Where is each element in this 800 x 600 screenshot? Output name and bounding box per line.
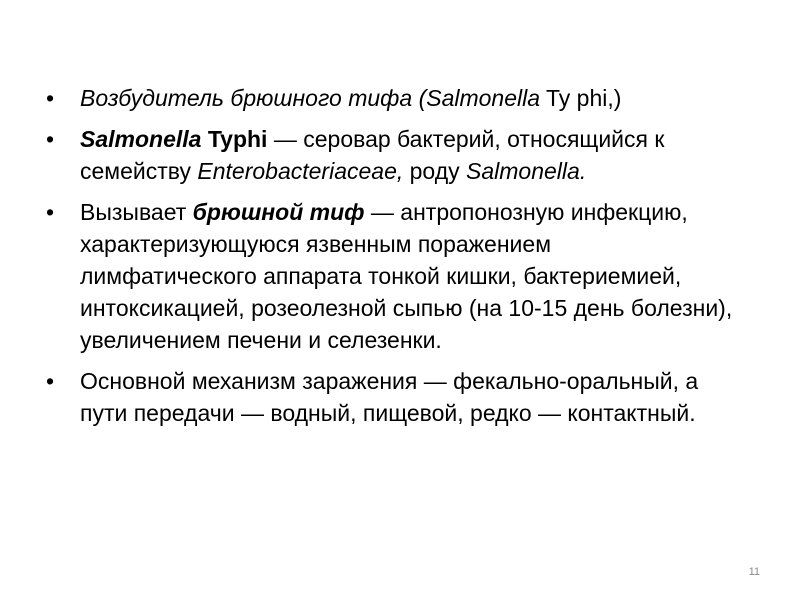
family-name-text: Enterobacteriaceae, bbox=[197, 158, 404, 184]
genus-intro-text: роду bbox=[403, 158, 467, 184]
genus-name-text: Salmonella. bbox=[466, 158, 587, 184]
genus-name-bold-text: Salmonella bbox=[80, 126, 202, 152]
bullet-item-pathogen bbox=[44, 82, 734, 114]
transmission-text: Основной механизм заражения — фекально-оральный, а пути передачи — водный, пищевой, редко — контактный. bbox=[80, 368, 699, 426]
disease-name-text: брюшной тиф bbox=[192, 199, 365, 225]
species-name-text: Ty phi,) bbox=[540, 85, 622, 111]
pathogen-intro-text: Возбудитель брюшного тифа ( bbox=[80, 85, 427, 111]
serovar-description-text: — серовар бактерий, относящийся к семейству bbox=[80, 126, 665, 184]
genus-name-text: Salmonella bbox=[426, 85, 541, 111]
bullet-item-serovar bbox=[44, 123, 734, 187]
bullet-dot-icon: • bbox=[46, 126, 55, 152]
bullet-item-transmission bbox=[44, 365, 734, 429]
bullet-dot-icon: • bbox=[46, 368, 55, 394]
bullet-list bbox=[44, 82, 734, 438]
bullet-dot-icon: • bbox=[46, 199, 55, 225]
serovar-name-text: Typhi bbox=[201, 126, 268, 152]
bullet-dot-icon: • bbox=[46, 85, 55, 111]
page-number: 11 bbox=[748, 566, 760, 578]
bullet-item-disease bbox=[44, 196, 734, 356]
disease-description-text: — антропонозную инфекцию, характеризующуюся язвенным поражением лимфатического аппарата тонкой кишки, бактериемией, интоксикацией, розеолезной сыпью (на 10-15 день болезни), увеличением печени и селезенки. bbox=[80, 199, 733, 353]
disease-intro-text: Вызывает bbox=[80, 199, 193, 225]
